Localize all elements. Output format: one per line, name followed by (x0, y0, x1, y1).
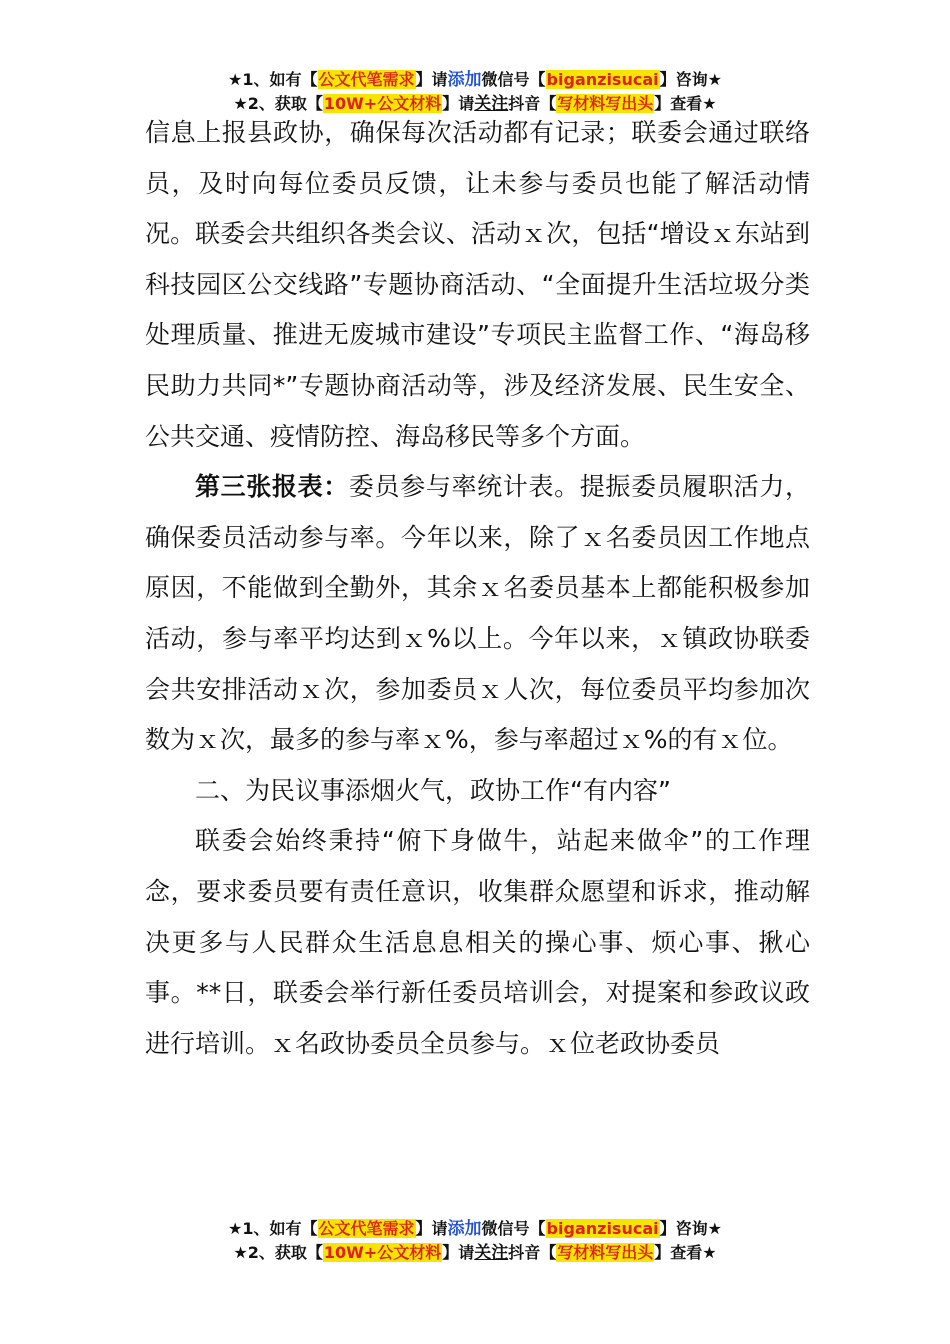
banner-text: 】请 (442, 1243, 475, 1262)
highlight-wechat-id: biganzisucai (546, 70, 659, 89)
banner-text: 2、获取【 (247, 1243, 323, 1262)
section-heading-two: 二、为民议事添烟火气，政协工作“有内容” (195, 775, 671, 805)
star-icon: ★ (233, 94, 248, 113)
banner-text: 1、如有【 (242, 1219, 318, 1238)
star-icon: ★ (707, 1219, 722, 1238)
banner-text: 】咨询 (659, 70, 708, 89)
banner-text: 抖音【 (508, 1243, 557, 1262)
banner-emphasis: 关注 (474, 94, 509, 114)
highlight-service: 公文代笔需求 (318, 1219, 415, 1238)
highlight-douyin-account: 写材料写出头 (557, 1243, 654, 1262)
document-body (145, 108, 810, 1069)
banner-text: 2、获取【 (247, 94, 323, 113)
highlight-wechat-id: biganzisucai (546, 1219, 659, 1238)
star-icon: ★ (707, 70, 722, 89)
star-icon: ★ (228, 70, 243, 89)
paragraph-report-three (145, 462, 810, 766)
banner-text: 微信号【 (481, 1219, 546, 1238)
paragraph-activities: 信息上报县政协，确保每次活动都有记录；联委会通过联络员，及时向每位委员反馈，让未参与委员也能了解活动情况。联委会共组织各类会议、活动ｘ次，包括“增设ｘ东站到科技园区公交线路”专题协商活动、“全面提升生活垃圾分类处理质量、推进无废城市建设”专项民主监督工作、“海岛移民助力共同*”专题协商活动等，涉及经济发展、民生安全、公共交通、疫情防控、海岛移民等多个方面。 (145, 118, 810, 451)
banner-text: 微信号【 (481, 70, 546, 89)
highlight-service: 公文代笔需求 (318, 70, 415, 89)
banner-text: 】请 (415, 1219, 448, 1238)
paragraph-text: 委员参与率统计表。提振委员履职活力，确保委员活动参与率。今年以来，除了ｘ名委员因工作地点原因，不能做到全勤外，其余ｘ名委员基本上都能积极参加活动，参与率平均达到ｘ%以上。今年以来，ｘ镇政协联委会共安排活动ｘ次，参加委员ｘ人次，每位委员平均参加次数为ｘ次，最多的参与率ｘ%，参与率超过ｘ%的有ｘ位。 (145, 472, 810, 755)
highlight-materials: 10W+公文材料 (323, 94, 442, 113)
banner-text: 】查看 (654, 94, 703, 113)
paragraph-committee-philosophy: 联委会始终秉持“俯下身做牛，站起来做伞”的工作理念，要求委员要有责任意识，收集群众愿望和诉求，推动解决更多与人民群众生活息息相关的操心事、烦心事、揪心事。**日，联委会举行新任委员培训会，对提案和参政议政进行培训。ｘ名政协委员全员参与。ｘ位老政协委员 (145, 826, 810, 1058)
header-banner-line-1 (0, 68, 950, 92)
banner-text: 】咨询 (659, 1219, 708, 1238)
star-icon: ★ (228, 1219, 243, 1238)
star-icon: ★ (702, 94, 717, 113)
footer-banner-line-2 (0, 1241, 950, 1265)
footer-banner-line-1 (0, 1217, 950, 1241)
banner-emphasis: 添加 (447, 1219, 482, 1239)
banner-text: 1、如有【 (242, 70, 318, 89)
footer-banner (0, 1217, 950, 1265)
banner-text: 】查看 (654, 1243, 703, 1262)
banner-emphasis: 关注 (474, 1243, 509, 1263)
highlight-materials: 10W+公文材料 (323, 1243, 442, 1262)
highlight-douyin-account: 写材料写出头 (557, 94, 654, 113)
banner-text: 抖音【 (508, 94, 557, 113)
paragraph-lead-bold: 第三张报表： (195, 472, 349, 502)
star-icon: ★ (233, 1243, 248, 1262)
banner-text: 】请 (415, 70, 448, 89)
banner-text: 】请 (442, 94, 475, 113)
banner-emphasis: 添加 (447, 70, 482, 90)
star-icon: ★ (702, 1243, 717, 1262)
